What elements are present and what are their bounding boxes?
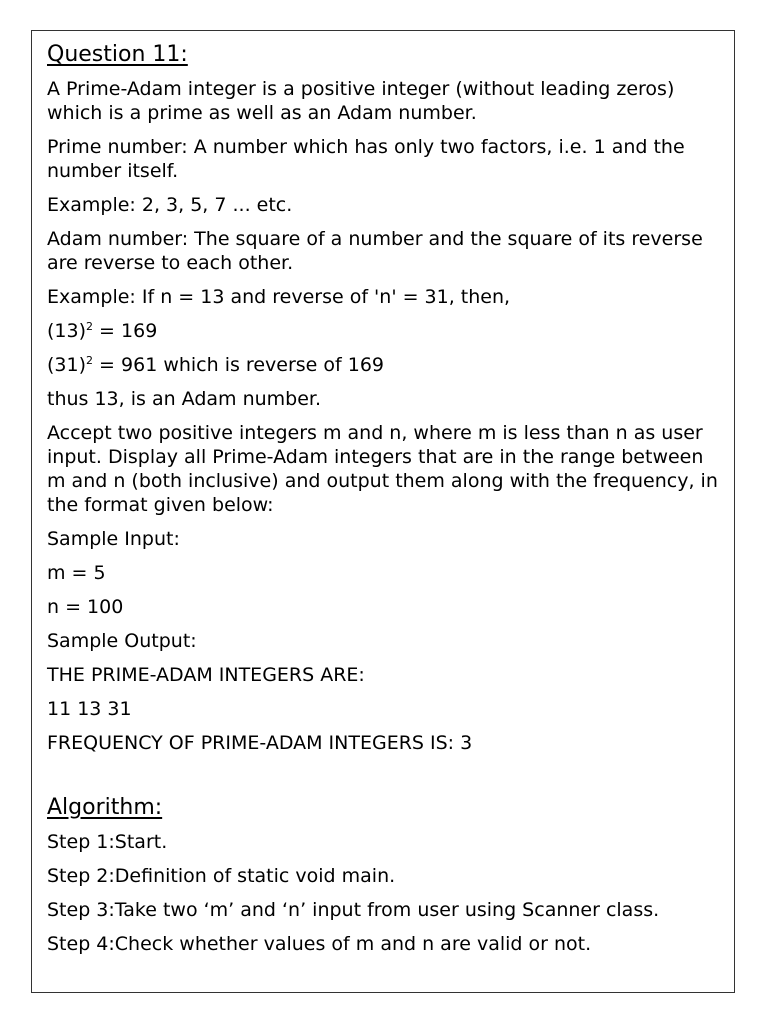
- sample-output-line: FREQUENCY OF PRIME-ADAM INTEGERS IS: 3: [47, 732, 473, 754]
- algorithm-step: Step 1:Start.: [47, 831, 168, 853]
- square-line-31: [47, 353, 727, 377]
- sample-input-m: m = 5: [47, 562, 106, 584]
- sample-input-label: Sample Input:: [47, 528, 180, 550]
- intro-paragraph: A Prime-Adam integer is a positive integer (without leading zeros) which is a prime as well as an Adam number.: [47, 78, 675, 124]
- square-line-13: [47, 319, 727, 343]
- algorithm-step: Step 3:Take two ‘m’ and ‘n’ input from user using Scanner class.: [47, 899, 660, 921]
- square-result: = 961 which is reverse of 169: [93, 354, 384, 376]
- adam-conclusion: thus 13, is an Adam number.: [47, 388, 322, 410]
- square-exponent: 2: [86, 320, 94, 333]
- square-exponent: 2: [86, 354, 94, 367]
- adam-example: Example: If n = 13 and reverse of 'n' = 31, then,: [47, 286, 511, 308]
- sample-input-n: n = 100: [47, 596, 124, 618]
- sample-output-line: 11 13 31: [47, 698, 132, 720]
- square-result: = 169: [93, 320, 158, 342]
- sample-output-line: THE PRIME-ADAM INTEGERS ARE:: [47, 664, 365, 686]
- algorithm-heading: Algorithm:: [47, 795, 163, 820]
- square-base: (13): [47, 320, 87, 342]
- document-content: [47, 40, 727, 966]
- prime-definition: Prime number: A number which has only two factors, i.e. 1 and the number itself.: [47, 136, 685, 182]
- sample-output-label: Sample Output:: [47, 630, 197, 652]
- square-base: (31): [47, 354, 87, 376]
- algorithm-step: Step 4:Check whether values of m and n are valid or not.: [47, 933, 592, 955]
- adam-definition: Adam number: The square of a number and the square of its reverse are reverse to each other.: [47, 228, 703, 274]
- prime-example: Example: 2, 3, 5, 7 ... etc.: [47, 194, 293, 216]
- task-paragraph: Accept two positive integers m and n, where m is less than n as user input. Display all Prime-Adam integers that are in the range between m and n (both inclusive) and output them along with the frequency, in the format given below:: [47, 422, 718, 516]
- question-heading: Question 11:: [47, 42, 188, 67]
- section-spacer: [47, 765, 727, 793]
- algorithm-step: Step 2:Definition of static void main.: [47, 865, 396, 887]
